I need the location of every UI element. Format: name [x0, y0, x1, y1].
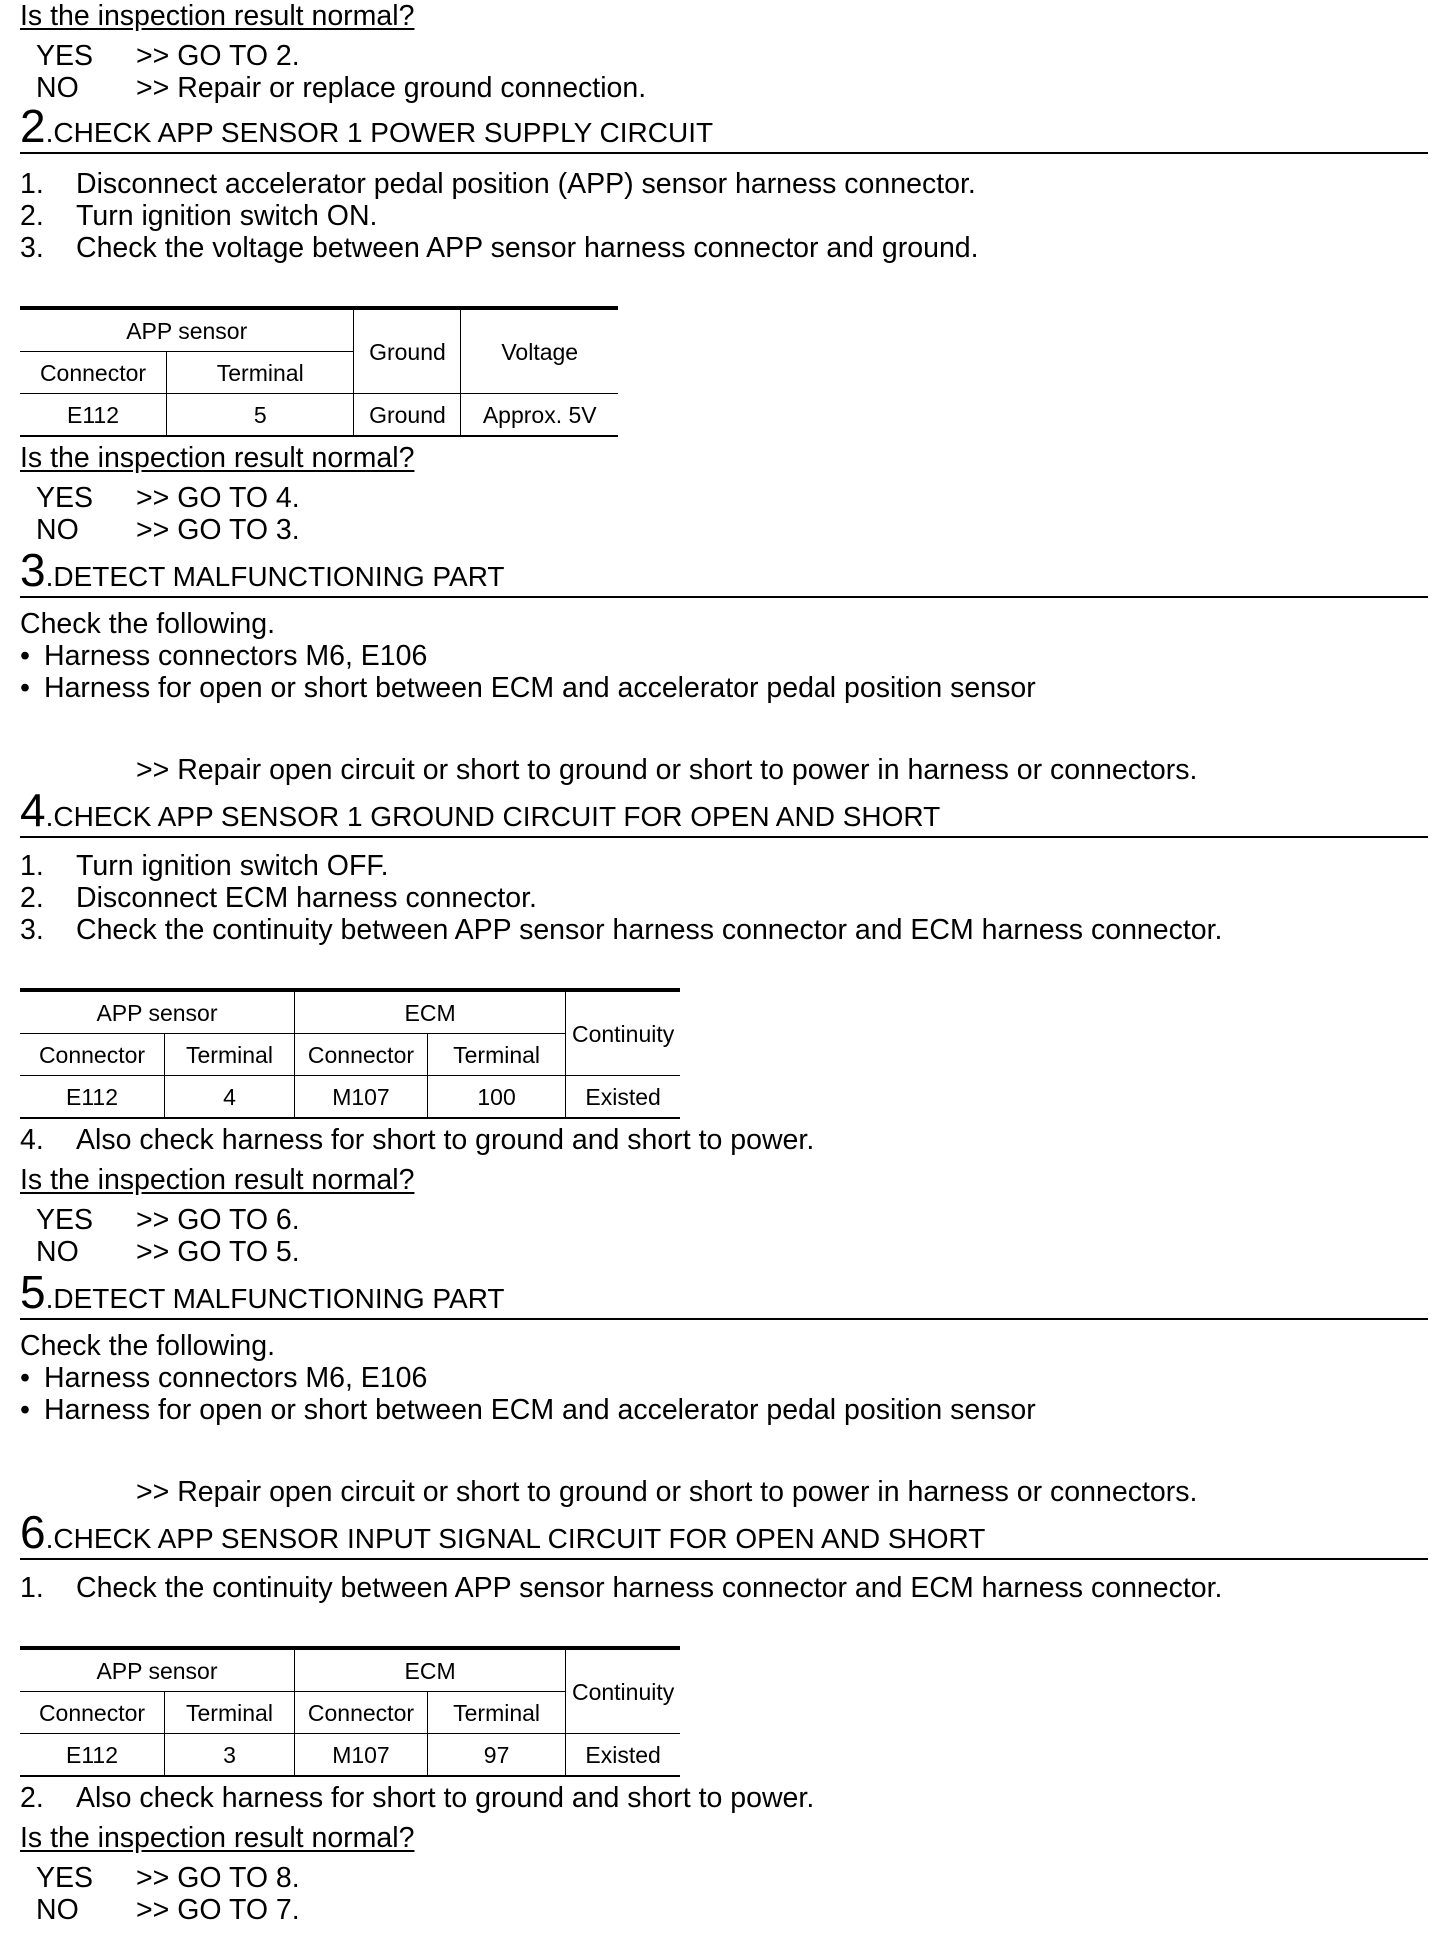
step-3-heading: 3.DETECT MALFUNCTIONING PART: [20, 550, 1428, 598]
table-header: Terminal: [167, 352, 354, 394]
table-header: Connector: [20, 352, 167, 394]
yes-label: YES: [36, 1862, 94, 1894]
table-group-header: APP sensor: [20, 990, 294, 1034]
yes-action: >> GO TO 2.: [136, 40, 300, 72]
no-label: NO: [36, 1236, 79, 1268]
table-header: Voltage: [461, 308, 618, 394]
voltage-spec-table: [20, 306, 618, 437]
table-header: Connector: [20, 1034, 165, 1076]
step-number: 4: [20, 784, 46, 836]
bullet-item: • Harness for open or short between ECM and accelerator pedal position sensor: [20, 672, 1036, 704]
lead-text: Check the following.: [20, 608, 276, 640]
continuity-spec-table: [20, 988, 680, 1119]
continuity-spec-table: [20, 1646, 680, 1777]
step-5-heading: 5.DETECT MALFUNCTIONING PART: [20, 1272, 1428, 1320]
table-header: Connector: [294, 1034, 427, 1076]
table-row: E112 3 M107 97 Existed: [20, 1734, 680, 1777]
no-action: >> GO TO 7.: [136, 1894, 300, 1926]
step-2-heading: 2.CHECK APP SENSOR 1 POWER SUPPLY CIRCUIT: [20, 106, 1428, 154]
table-group-header: APP sensor: [20, 308, 354, 352]
list-item: 2. Disconnect ECM harness connector.: [20, 882, 537, 914]
step-title: DETECT MALFUNCTIONING PART: [53, 561, 505, 592]
list-item: 2. Also check harness for short to ground and short to power.: [20, 1782, 815, 1814]
table-row: E112 5 Ground Approx. 5V: [20, 394, 618, 437]
table-group-header: APP sensor: [20, 1648, 294, 1692]
step-6-heading: 6.CHECK APP SENSOR INPUT SIGNAL CIRCUIT FOR OPEN AND SHORT: [20, 1512, 1428, 1560]
table-header: Terminal: [427, 1034, 565, 1076]
yes-label: YES: [36, 40, 94, 72]
lead-text: Check the following.: [20, 1330, 276, 1362]
table-group-header: ECM: [294, 990, 565, 1034]
yes-label: YES: [36, 482, 94, 514]
step-number: 3: [20, 544, 46, 596]
step-number: 2: [20, 100, 46, 152]
table-header: Continuity: [566, 1648, 680, 1734]
no-label: NO: [36, 72, 79, 104]
inspection-question: Is the inspection result normal?: [20, 0, 415, 32]
table-header: Connector: [20, 1692, 165, 1734]
list-item: 3. Check the continuity between APP sensor harness connector and ECM harness connector.: [20, 914, 1223, 946]
yes-action: >> GO TO 8.: [136, 1862, 300, 1894]
no-label: NO: [36, 514, 79, 546]
step-title: CHECK APP SENSOR 1 POWER SUPPLY CIRCUIT: [53, 117, 714, 148]
list-item: 4. Also check harness for short to ground and short to power.: [20, 1124, 815, 1156]
no-action: >> Repair or replace ground connection.: [136, 72, 647, 104]
inspection-question: Is the inspection result normal?: [20, 1822, 415, 1854]
table-header: Continuity: [566, 990, 680, 1076]
step-title: CHECK APP SENSOR INPUT SIGNAL CIRCUIT FOR OPEN AND SHORT: [53, 1523, 986, 1554]
step-number: 5: [20, 1266, 46, 1318]
list-item: 1. Turn ignition switch OFF.: [20, 850, 389, 882]
list-item: 3. Check the voltage between APP sensor harness connector and ground.: [20, 232, 979, 264]
inspection-question: Is the inspection result normal?: [20, 442, 415, 474]
no-action: >> GO TO 5.: [136, 1236, 300, 1268]
bullet-item: • Harness connectors M6, E106: [20, 1362, 428, 1394]
table-header: Terminal: [427, 1692, 565, 1734]
yes-label: YES: [36, 1204, 94, 1236]
table-group-header: ECM: [294, 1648, 565, 1692]
bullet-item: • Harness for open or short between ECM and accelerator pedal position sensor: [20, 1394, 1036, 1426]
step-number: 6: [20, 1506, 46, 1558]
repair-action: >> Repair open circuit or short to ground or short to power in harness or connectors.: [136, 1476, 1198, 1508]
no-action: >> GO TO 3.: [136, 514, 300, 546]
table-header: Connector: [294, 1692, 427, 1734]
bullet-item: • Harness connectors M6, E106: [20, 640, 428, 672]
step-title: CHECK APP SENSOR 1 GROUND CIRCUIT FOR OPEN AND SHORT: [53, 801, 941, 832]
list-item: 2. Turn ignition switch ON.: [20, 200, 378, 232]
yes-action: >> GO TO 6.: [136, 1204, 300, 1236]
table-header: Terminal: [165, 1034, 295, 1076]
table-row: E112 4 M107 100 Existed: [20, 1076, 680, 1119]
list-item: 1. Check the continuity between APP sensor harness connector and ECM harness connector.: [20, 1572, 1223, 1604]
list-item: 1. Disconnect accelerator pedal position (APP) sensor harness connector.: [20, 168, 976, 200]
yes-action: >> GO TO 4.: [136, 482, 300, 514]
inspection-question: Is the inspection result normal?: [20, 1164, 415, 1196]
no-label: NO: [36, 1894, 79, 1926]
table-header: Terminal: [165, 1692, 295, 1734]
step-title: DETECT MALFUNCTIONING PART: [53, 1283, 505, 1314]
step-4-heading: 4.CHECK APP SENSOR 1 GROUND CIRCUIT FOR OPEN AND SHORT: [20, 790, 1428, 838]
table-header: Ground: [354, 308, 461, 394]
repair-action: >> Repair open circuit or short to ground or short to power in harness or connectors.: [136, 754, 1198, 786]
